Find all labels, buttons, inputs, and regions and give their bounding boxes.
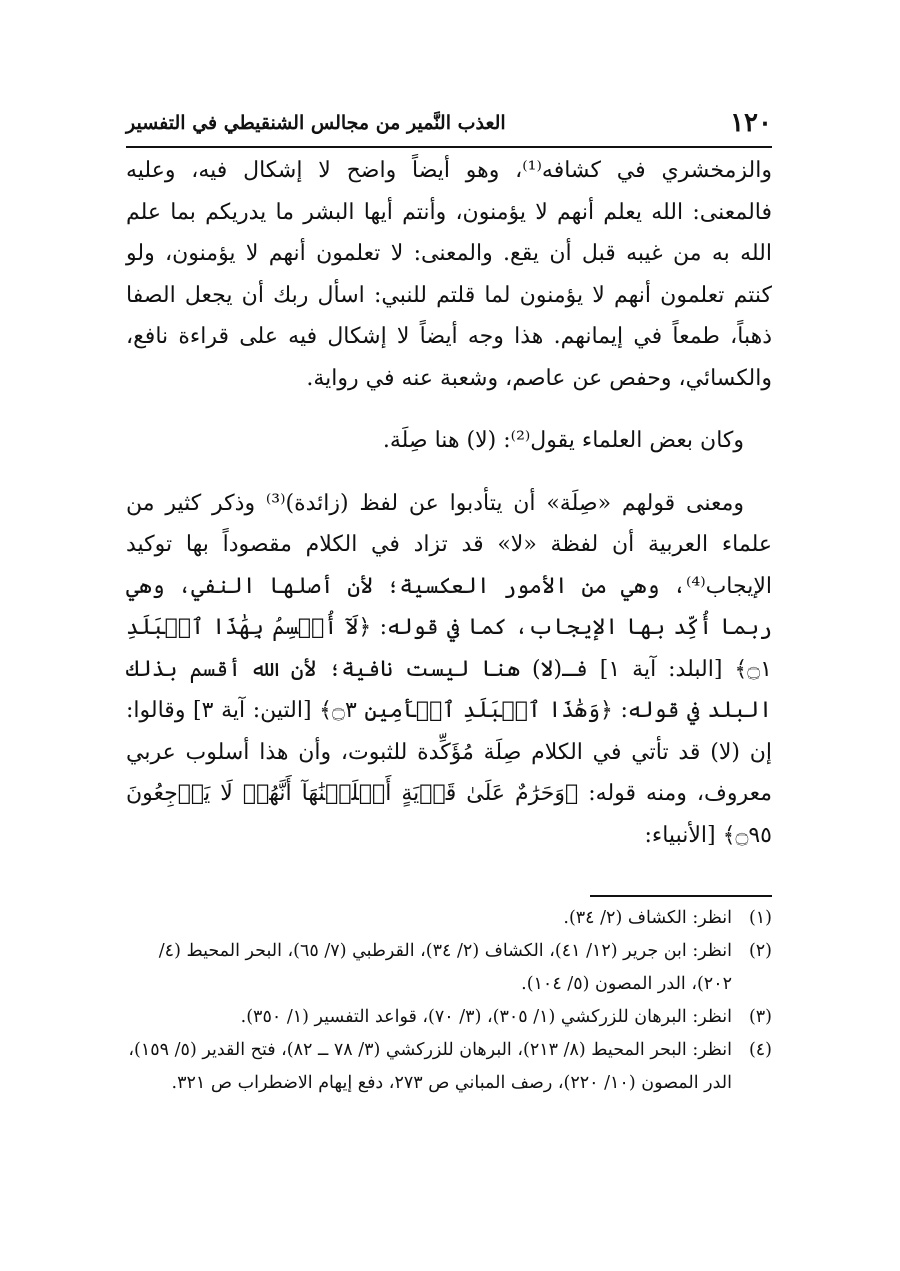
- footnote-2: [126, 935, 772, 1001]
- paragraph-2: وكان بعض العلماء يقول⁽²⁾: (لا) هنا صِلَة.: [382, 428, 744, 453]
- header-rule: [126, 146, 772, 148]
- main-text: [126, 150, 772, 856]
- footnote-number: (٣): [748, 1007, 772, 1027]
- footnote-number: (٤): [748, 1040, 772, 1060]
- footnote-text: انظر: ابن جرير (١٢/ ٤١)، الكشاف (٢/ ٣٤)، القرطبي (٧/ ٦٥)، البحر المحيط (٤/ ٢٠٢)، الدر المصون (٥/ ١٠٤).: [158, 941, 732, 994]
- footnote-1: [126, 902, 772, 935]
- footnote-separator: [590, 895, 772, 897]
- page-header: [126, 108, 772, 142]
- footnotes: [126, 902, 772, 1100]
- footnote-text: انظر: البحر المحيط (٨/ ٢١٣)، البرهان للزركشي (٣/ ٧٨ ــ ٨٢)، فتح القدير (٥/ ١٥٩)، الدر المصون (١٠/ ٢٢٠)، رصف المباني ص ٢٧٣، دفع إيهام الاضطراب ص ٣٢١.: [128, 1040, 732, 1093]
- footnote-4: [126, 1034, 772, 1100]
- footnote-text: انظر: البرهان للزركشي (١/ ٣٠٥)، (٣/ ٧٠)، قواعد التفسير (١/ ٣٥٠).: [240, 1007, 732, 1027]
- footnote-number: (١): [748, 908, 772, 928]
- paragraph-1: والزمخشري في كشافه⁽¹⁾، وهو أيضاً واضح لا إشكال فيه، وعليه فالمعنى: الله يعلم أنهم لا يؤمنون، وأنتم أيها البشر ما يدريكم بما علم الله به من غيبه قبل أن يقع. والمعنى: لا تعلمون أنهم لا يؤمنون، ولو كنتم تعلمون أنهم لا يؤمنون لما قلتم للنبي: اسأل ربك أن يجعل الصفا ذهباً، طمعاً في إيمانهم. هذا وجه أيضاً لا إشكال فيه على قراءة نافع، والكسائي، وحفص عن عاصم، وشعبة عنه في رواية.: [126, 158, 772, 391]
- footnote-text: انظر: الكشاف (٢/ ٣٤).: [563, 908, 732, 928]
- paragraph-3: ومعنى قولهم «صِلَة» أن يتأدبوا عن لفظ (زائدة)⁽³⁾ وذكر كثير من علماء العربية أن لفظة «لا» قد تزاد في الكلام مقصوداً بها توكيد الإيجاب⁽⁴⁾، وهي من الأمور العكسية؛ لأن أصلها النفي، وهي ربما أُكِّد بها الإيجاب، كما في قوله: ﴿لَآ أُقۡسِمُ بِهَٰذَا ٱلۡبَلَدِ ۝١﴾ [البلد: آية ١] فـ(لا) هنا ليست نافية؛ لأن الله أقسم بذلك البلد في قوله: ﴿وَهَٰذَا ٱلۡبَلَدِ ٱلۡأَمِينِ ۝٣﴾ [التين: آية ٣] وقالوا: إن (لا) قد تأتي في الكلام صِلَة مُؤَكِّدة للثبوت، وأن هذا أسلوب عربي معروف، ومنه قوله: ﴿وَحَرَٰمٌ عَلَىٰ قَرۡيَةٍ أَهۡلَكۡنَٰهَآ أَنَّهُمۡ لَا يَرۡجِعُونَ ۝٩٥﴾ [الأنبياء:: [126, 490, 772, 848]
- running-title: العذب النَّمير من مجالس الشنقيطي في التفسير: [126, 112, 506, 134]
- page-number: ١٢٠: [730, 108, 772, 138]
- footnote-number: (٢): [748, 941, 772, 961]
- footnote-3: [126, 1001, 772, 1034]
